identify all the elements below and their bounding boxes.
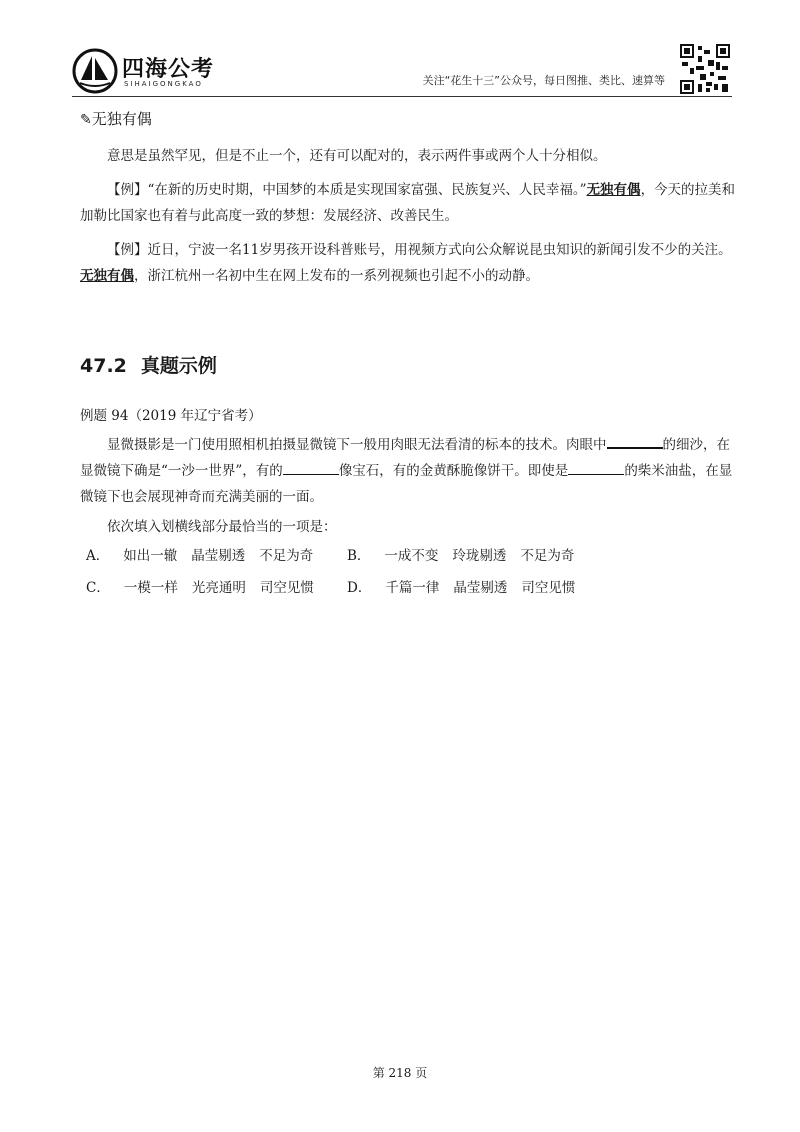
highlighted-term: 无独有偶 <box>80 268 134 284</box>
question-title: 例题 94（2019 年辽宁省考） <box>80 408 262 424</box>
header-divider <box>72 96 732 97</box>
qr-code-icon <box>680 44 730 94</box>
idiom-meaning: 意思是虽然罕见，但是不止一个，还有可以配对的，表示两件事或两个人十分相似。 <box>107 148 607 164</box>
option-b: B． 一成不变 玲珑剔透 不足为奇 <box>347 548 575 564</box>
page-content <box>80 108 740 604</box>
highlighted-term: 无独有偶 <box>586 182 641 198</box>
fill-blank-2 <box>283 460 339 475</box>
pencil-icon: ✎ <box>80 112 92 128</box>
idiom-heading <box>80 108 740 129</box>
question-stem: 显微摄影是一门使用照相机拍摄显微镜下一般用肉眼无法看清的标本的技术。肉眼中 的细沙，在显微镜下确是“一沙一世界”，有的 像宝石，有的金黄酥脆像饼干。即使是 的柴米油盐，在显微镜下也会展现神奇而充满美丽的一面。 <box>80 432 740 510</box>
options-row-2 <box>80 572 740 604</box>
header-tagline: 关注“花生十三”公众号，每日图推、类比、速算等 <box>422 74 665 87</box>
example-tag: 【例】 <box>107 182 148 198</box>
fill-blank-3 <box>568 460 624 475</box>
section-number: 47.2 <box>80 355 127 377</box>
idiom-title: 无独有偶 <box>91 110 152 128</box>
option-d: D． 千篇一律 晶莹剔透 司空见惯 <box>347 580 576 596</box>
brand-logo <box>72 48 252 96</box>
page-header <box>0 0 800 100</box>
example-1: 【例】“在新的历史时期，中国梦的本质是实现国家富强、民族复兴、人民幸福。”无独有偶，今天的拉美和加勒比国家也有着与此高度一致的梦想：发展经济、改善民生。 <box>80 182 736 224</box>
brand-subtitle: SIHAIGONGKAO <box>124 80 203 88</box>
example-2: 【例】近日，宁波一名11岁男孩开设科普账号，用视频方式向公众解说昆虫知识的新闻引发不少的关注。无独有偶，浙江杭州一名初中生在网上发布的一系列视频也引起不小的动静。 <box>80 242 732 284</box>
option-a: A． 如出一辙 晶莹剔透 不足为奇 <box>86 548 314 564</box>
section-heading <box>80 351 740 378</box>
option-c: C． 一模一样 光亮通明 司空见惯 <box>86 580 314 596</box>
section-title: 真题示例 <box>140 355 217 377</box>
page-number: 第 218 页 <box>372 1066 428 1080</box>
example-tag: 【例】 <box>107 242 148 258</box>
question-prompt: 依次填入划横线部分最恰当的一项是： <box>107 519 337 535</box>
sailboat-logo-icon <box>72 48 118 94</box>
options-row-1 <box>80 540 740 572</box>
brand-name: 四海公考 <box>122 57 215 82</box>
fill-blank-1 <box>607 433 663 449</box>
